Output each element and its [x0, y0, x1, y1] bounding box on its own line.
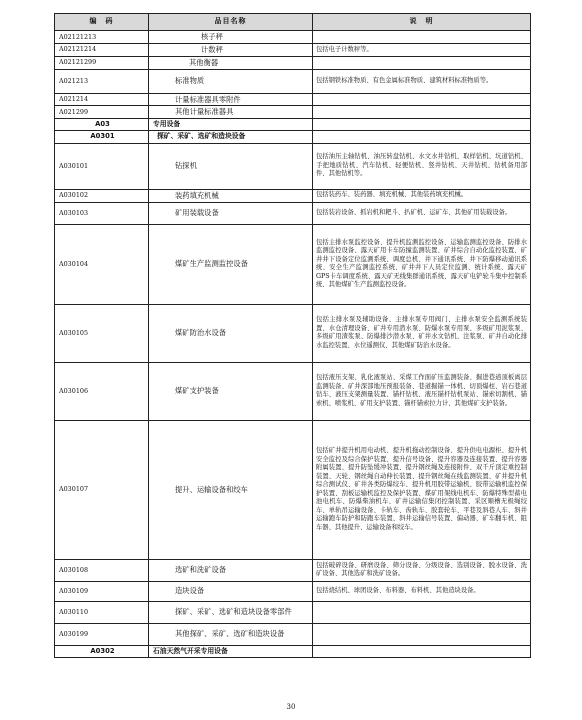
item-name: 装药填充机械	[149, 189, 313, 202]
table-row	[55, 304, 531, 362]
item-description: 包括装药车、装药器、填充机械、其他装药填充机械。	[313, 189, 531, 202]
table-row	[55, 43, 531, 56]
header-description: 说 明	[313, 14, 531, 31]
item-name: 计量标准器具零附件	[149, 93, 313, 106]
page-number: 30	[286, 703, 296, 711]
table-row	[55, 601, 531, 623]
item-description	[313, 645, 531, 657]
item-name: 钻探机	[149, 143, 313, 189]
item-code: A0302	[55, 645, 149, 657]
item-code: A030110	[55, 601, 149, 623]
item-code: A021214	[55, 93, 149, 106]
item-name: 核子秤	[149, 31, 313, 44]
item-code: A030102	[55, 189, 149, 202]
item-name: 选矿和洗矿设备	[149, 559, 313, 581]
item-name: 煤矿生产监测监控设备	[149, 224, 313, 304]
item-code: A030103	[55, 202, 149, 224]
item-name: 煤矿支护装备	[149, 362, 313, 420]
item-name: 探矿、采矿、选矿和造块设备零部件	[149, 601, 313, 623]
item-code: A02121299	[55, 56, 149, 69]
item-description	[313, 106, 531, 119]
item-code: A021299	[55, 106, 149, 119]
table-row	[55, 93, 531, 106]
item-description: 包括钢铁标准物质、有色金属标准物质、建筑材料标准物质等。	[313, 69, 531, 93]
item-description	[313, 93, 531, 106]
item-code: A02121213	[55, 31, 149, 44]
table-row	[55, 623, 531, 645]
table-row	[55, 420, 531, 559]
item-description	[313, 131, 531, 143]
table-row	[55, 645, 531, 657]
item-name: 提升、运输设备和绞车	[149, 420, 313, 559]
item-code: A030105	[55, 304, 149, 362]
item-description: 包括矿井提升机用电动机、提升机拖动控制设备、提升供电电源柜、提升机安全监控及综合保护装置、提升信号设备、提升容器及连接装置、提升容器附属装置、提升防坠缓冲装置、提升钢丝绳及连接附件、双千斤顶定重控制装置、天轮、钢丝绳自动伸长装置、提升钢丝绳在线监测装置、矿井提升机综合测试仪、矿井各类防爆绞车、提升机用胶带运输机、胶带运输机监控保护装置、刮板运输机监控及保护装置、煤矿用架线电机车、防爆特殊型蓄电池电机车、防爆柴油机车、矿井运输信集闭控制装置、采区顺槽无极绳绞车、单轨吊运输设备、卡轨车、齿轨车、胶套轮车、平巷及斜巷人车、斜井运输跑车防护和防跑车装置、斜井运输信号装置、偏动器、矿车翻车机、阻车器、其他提升、运输设备和绞车。	[313, 420, 531, 559]
item-name: 石油天然气开采专用设备	[149, 645, 313, 657]
table-row	[55, 56, 531, 69]
table-row	[55, 143, 531, 189]
item-description	[313, 601, 531, 623]
item-code: A021213	[55, 69, 149, 93]
table-row	[55, 106, 531, 119]
item-code: A0301	[55, 131, 149, 143]
catalog-table	[54, 13, 531, 658]
table-header-row	[55, 14, 531, 31]
item-description: 包括主排水泵监控设备、提升机监测监控设备、运输监测监控设备、防排水监测监控设备、露天矿用卡车防撞监测装置、矿井综合自动化监控装置、矿井井下设备定位监测系统、调度总机、井下通讯系统、井下防爆移动通讯系统、安全生产监测监控系统、矿井井下人员定位监测、统计系统、露天矿GPS卡车调度系统、露天矿无线集群通讯系统、露天矿电铲轮斗集中控制系统、其他煤矿生产监测监控设备。	[313, 224, 531, 304]
table-row	[55, 189, 531, 202]
item-description: 包括装岩设备、抓岩机和耙斗、扒矿机、运矿车、其他矿用装载设备。	[313, 202, 531, 224]
item-name: 标准物质	[149, 69, 313, 93]
table-row	[55, 131, 531, 143]
item-code: A030106	[55, 362, 149, 420]
table-row	[55, 559, 531, 581]
table-row	[55, 69, 531, 93]
item-description	[313, 119, 531, 131]
table-row	[55, 31, 531, 44]
item-name: 专用设备	[149, 119, 313, 131]
item-name: 造块设备	[149, 581, 313, 601]
table-row	[55, 202, 531, 224]
table-row	[55, 119, 531, 131]
item-description	[313, 31, 531, 44]
item-description	[313, 623, 531, 645]
item-name: 探矿、采矿、选矿和造块设备	[149, 131, 313, 143]
item-code: A030101	[55, 143, 149, 189]
item-name: 其他计量标准器具	[149, 106, 313, 119]
item-code: A030104	[55, 224, 149, 304]
item-code: A03	[55, 119, 149, 131]
item-description: 包括主排水泵及辅助设备、主排水泵专用阀门、主排水泵安全监测系统装置、水仓清理设备、矿井专用潜水泵、防爆水泵专用泵、多级矿用泥浆泵、多级矿用渣浆泵、防爆排沙潜水泵、矿井水文钻机、注浆泵、矿井自动化排水监控装置、水位遥测仪、其他煤矿防治水设备。	[313, 304, 531, 362]
item-code: A030199	[55, 623, 149, 645]
item-code: A02121214	[55, 43, 149, 56]
item-description: 包括油压主轴钻机、油压转盘钻机、水文水井钻机、取样钻机、坑道钻机、手把地质钻机、汽车钻机、轻便钻机、竖井钻机、天井钻机、钻机备用部件、其他钻机等。	[313, 143, 531, 189]
item-description: 包括电子计数秤等。	[313, 43, 531, 56]
table-row	[55, 224, 531, 304]
item-description: 包括破碎设备、研磨设备、筛分设备、分级设备、选别设备、脱水设备、洗矿设备、其他选矿和洗矿设备。	[313, 559, 531, 581]
header-code: 编 码	[55, 14, 149, 31]
item-code: A030109	[55, 581, 149, 601]
table-row	[55, 362, 531, 420]
table-row	[55, 581, 531, 601]
item-name: 其他探矿、采矿、选矿和造块设备	[149, 623, 313, 645]
item-description: 包括液压支架、乳化液泵站、采煤工作面矿压监测装备、掘进巷道顶板离层监测装备、矿井深部地压预报装备、巷道掘锚一体机、切顶爆柱、岩石巷道钻车、液压支架测量装置、锚杆钻机、液压锚杆钻机泵站、锚索切割机、锚索机、喷浆机、矿用支护装置、锚杆锚索拉力计、其他煤矿支护装备。	[313, 362, 531, 420]
item-code: A030108	[55, 559, 149, 581]
item-code: A030107	[55, 420, 149, 559]
item-name: 矿用装载设备	[149, 202, 313, 224]
item-name: 其他衡器	[149, 56, 313, 69]
item-name: 煤矿防治水设备	[149, 304, 313, 362]
item-name: 计数秤	[149, 43, 313, 56]
header-name: 品目名称	[149, 14, 313, 31]
item-description: 包括烧结机、球团设备、布料器、布料机、其他造块设备。	[313, 581, 531, 601]
item-description	[313, 56, 531, 69]
